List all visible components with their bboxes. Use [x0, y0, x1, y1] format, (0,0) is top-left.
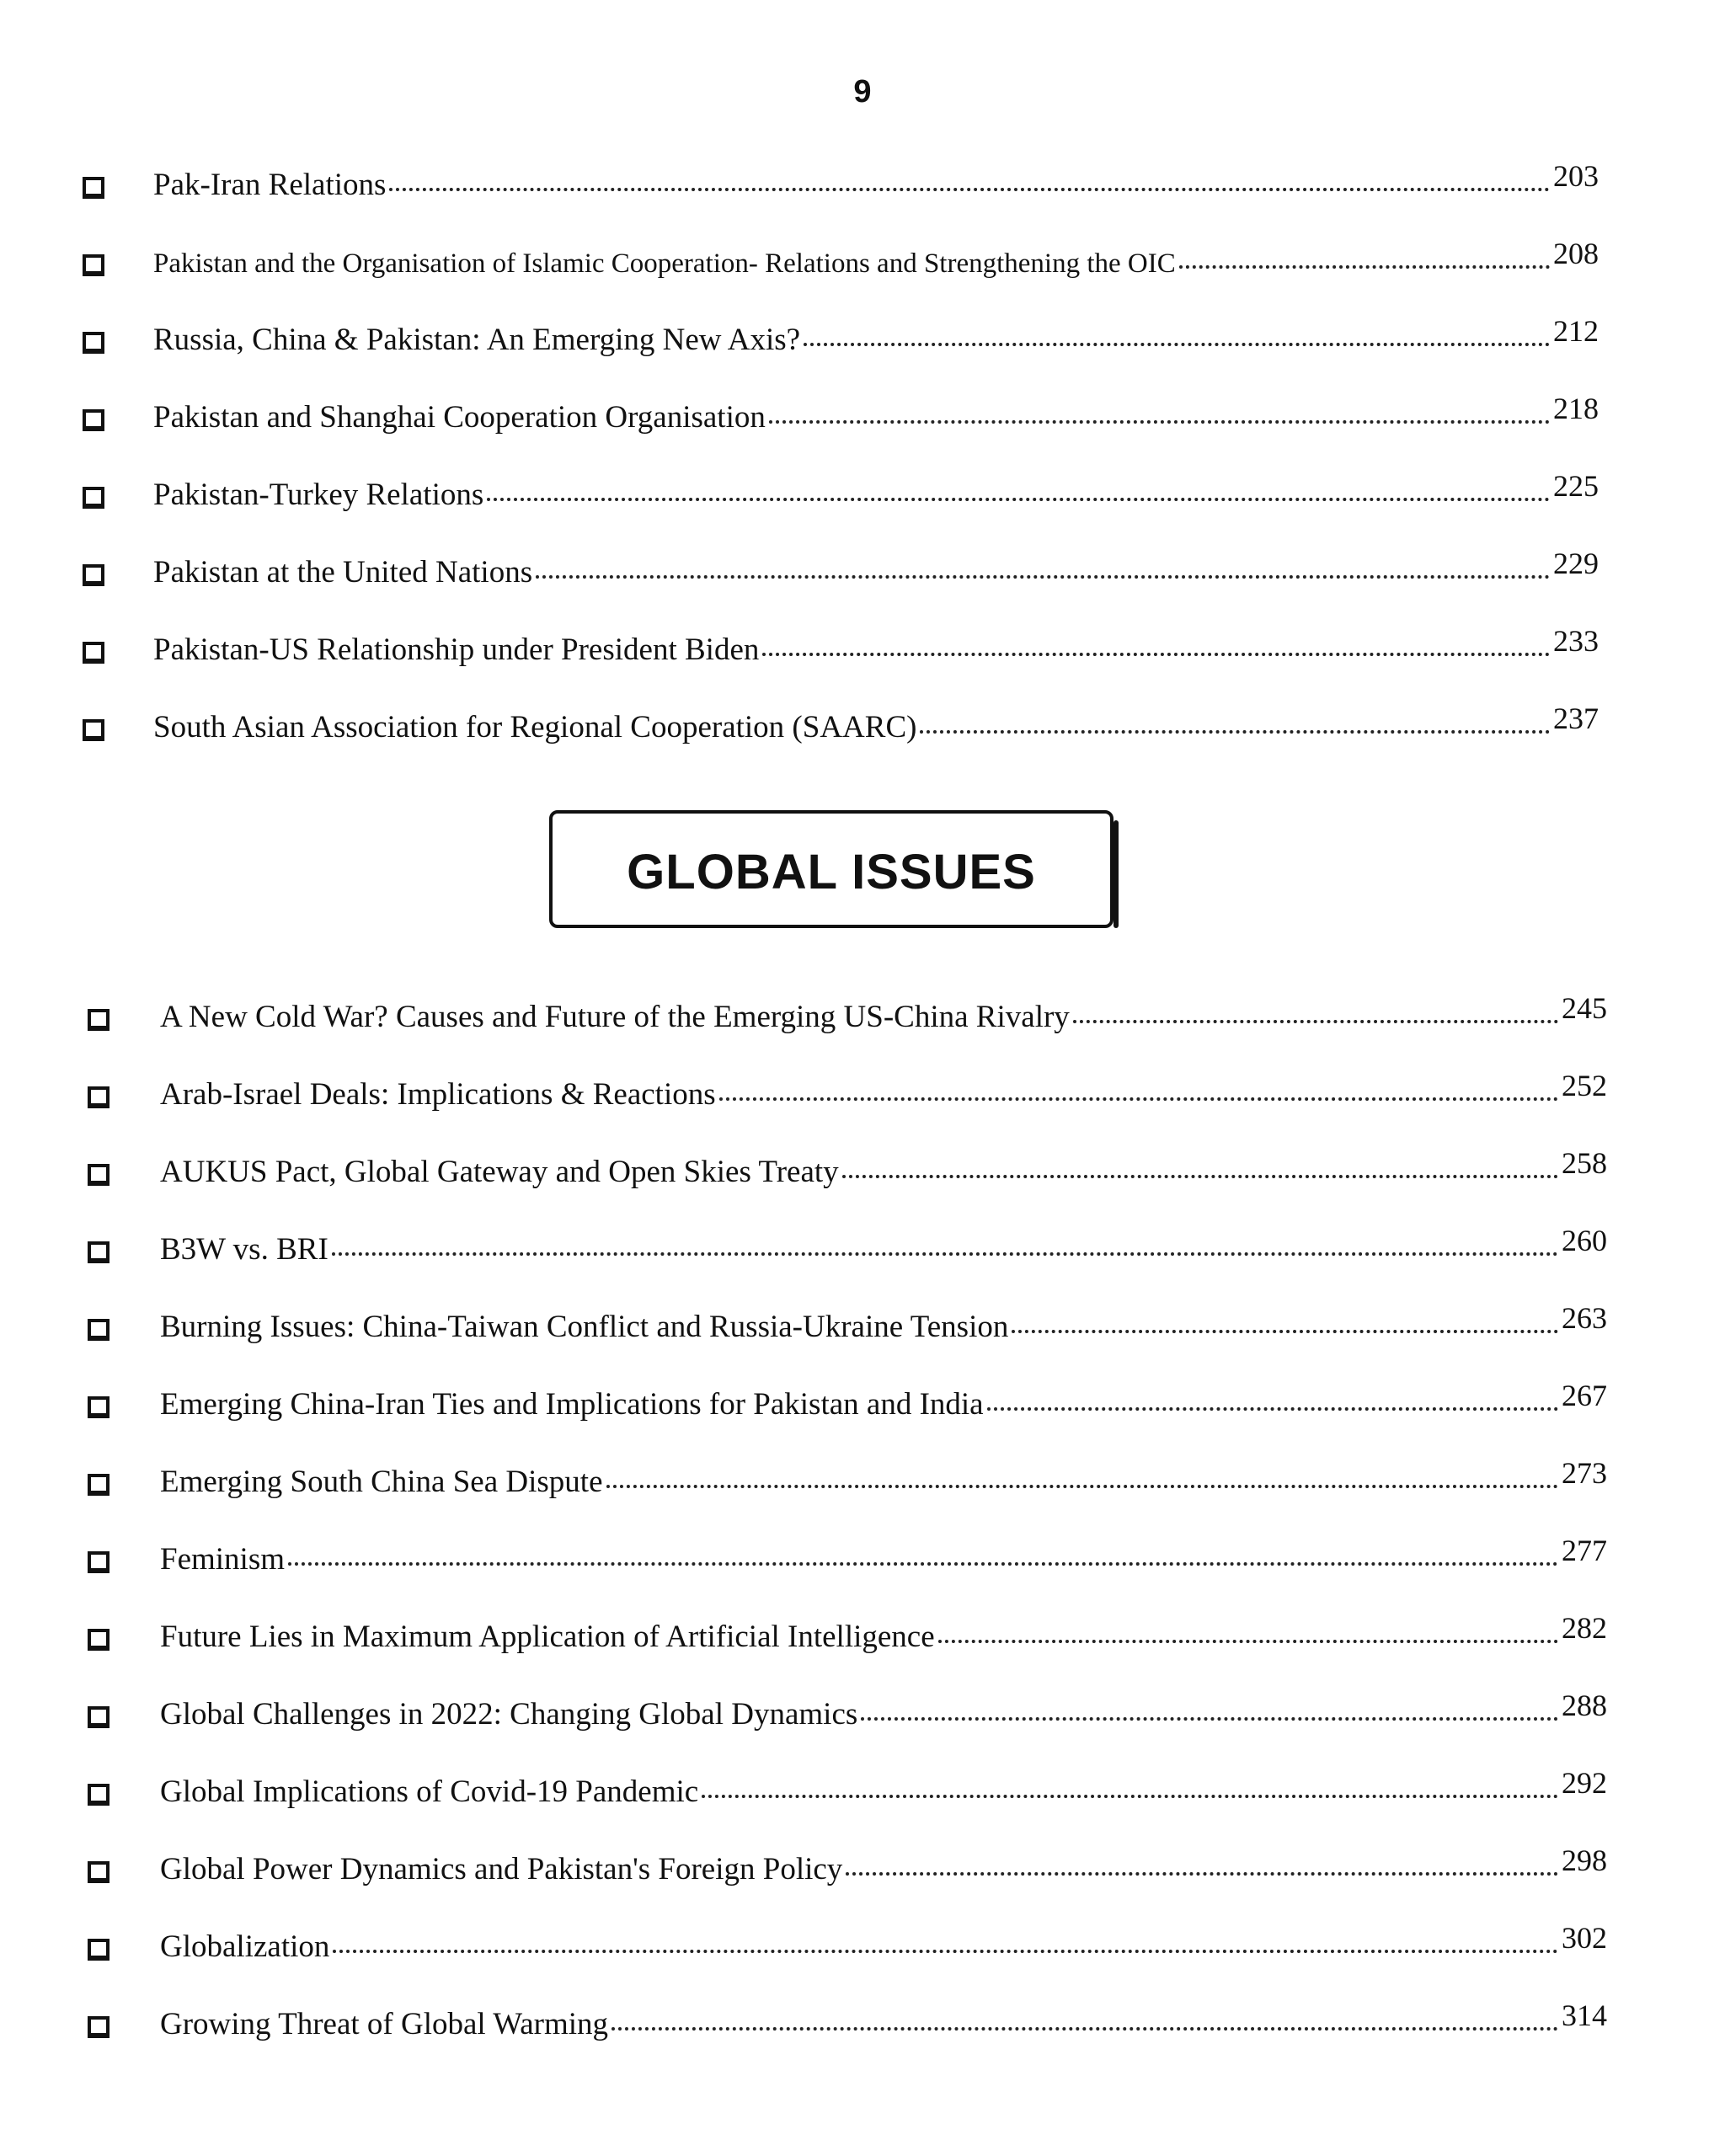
entry-page: 260	[1562, 1224, 1607, 1257]
dot-leader	[762, 653, 1550, 656]
entry-title: South Asian Association for Regional Cooperation (SAARC)	[153, 710, 917, 744]
toc-entry[interactable]	[0, 1604, 1725, 1681]
entry-page: 282	[1562, 1611, 1607, 1645]
toc-list-global-issues	[0, 984, 1725, 2068]
entry-title: Feminism	[160, 1542, 286, 1577]
dot-leader	[1073, 1020, 1558, 1023]
entry-title: Russia, China & Pakistan: An Emerging New Axis?	[153, 323, 801, 357]
entry-title: Pakistan-US Relationship under President Biden	[153, 632, 760, 667]
dot-leader	[389, 188, 1550, 191]
toc-entry[interactable]	[0, 1836, 1725, 1913]
entry-title: Globalization	[160, 1929, 330, 1964]
dot-leader	[606, 1485, 1559, 1488]
checkbox-icon	[83, 487, 104, 509]
dot-leader	[1012, 1330, 1558, 1333]
checkbox-icon	[88, 1319, 109, 1341]
entry-page: 225	[1553, 469, 1599, 503]
dot-leader	[333, 1950, 1558, 1953]
entry-title: A New Cold War? Causes and Future of the Emerging US-China Rivalry	[160, 1000, 1070, 1034]
dot-leader	[288, 1562, 1558, 1566]
toc-entry[interactable]	[0, 616, 1725, 694]
toc-entry[interactable]	[0, 1139, 1725, 1216]
entry-title: Emerging China-Iran Ties and Implications for Pakistan and India	[160, 1387, 984, 1422]
toc-entry[interactable]	[0, 1758, 1725, 1836]
checkbox-icon	[88, 1629, 109, 1651]
toc-entry[interactable]	[0, 152, 1725, 229]
dot-leader	[332, 1252, 1558, 1256]
checkbox-icon	[83, 642, 104, 664]
entry-title: Global Implications of Covid-19 Pandemic	[160, 1774, 699, 1809]
dot-leader	[769, 420, 1550, 424]
entry-page: 203	[1553, 159, 1599, 193]
entry-title: Emerging South China Sea Dispute	[160, 1465, 603, 1499]
checkbox-icon	[88, 2016, 109, 2038]
dot-leader	[611, 2027, 1558, 2031]
entry-page: 258	[1562, 1146, 1607, 1180]
dot-leader	[987, 1407, 1558, 1411]
entry-title: Global Challenges in 2022: Changing Global Dynamics	[160, 1697, 858, 1732]
entry-title: Global Power Dynamics and Pakistan's Foreign Policy	[160, 1852, 843, 1886]
checkbox-icon	[88, 1474, 109, 1496]
toc-entry[interactable]	[0, 1913, 1725, 1991]
entry-title: Pakistan and the Organisation of Islamic Cooperation- Relations and Strengthening the OIC	[153, 248, 1176, 279]
checkbox-icon	[83, 564, 104, 586]
entry-page: 267	[1562, 1379, 1607, 1412]
toc-entry[interactable]	[0, 539, 1725, 616]
toc-list-top	[0, 152, 1725, 771]
entry-page: 263	[1562, 1301, 1607, 1335]
entry-title: Arab-Israel Deals: Implications & Reactions	[160, 1077, 716, 1112]
toc-entry[interactable]	[0, 1526, 1725, 1604]
entry-page: 229	[1553, 547, 1599, 580]
toc-entry[interactable]	[0, 229, 1725, 307]
entry-page: 298	[1562, 1844, 1607, 1877]
checkbox-icon	[88, 1861, 109, 1883]
toc-entry[interactable]	[0, 462, 1725, 539]
entry-page: 245	[1562, 991, 1607, 1025]
checkbox-icon	[88, 1086, 109, 1108]
checkbox-icon	[88, 1009, 109, 1031]
entry-title: AUKUS Pact, Global Gateway and Open Skies Treaty	[160, 1155, 839, 1189]
page-number: 9	[853, 74, 872, 109]
checkbox-icon	[88, 1706, 109, 1728]
dot-leader	[804, 343, 1550, 346]
toc-entry[interactable]	[0, 1681, 1725, 1758]
toc-entry[interactable]	[0, 694, 1725, 771]
entry-title: Pakistan and Shanghai Cooperation Organisation	[153, 400, 766, 435]
entry-page: 314	[1562, 1999, 1607, 2032]
section-heading: GLOBAL ISSUES	[627, 845, 1036, 899]
dot-leader	[1179, 265, 1550, 269]
toc-entry[interactable]	[0, 307, 1725, 384]
dot-leader	[842, 1175, 1558, 1178]
checkbox-icon	[88, 1396, 109, 1418]
checkbox-icon	[83, 177, 104, 199]
entry-page: 252	[1562, 1069, 1607, 1102]
entry-title: Pakistan at the United Nations	[153, 555, 533, 590]
toc-entry[interactable]	[0, 1371, 1725, 1449]
checkbox-icon	[88, 1551, 109, 1573]
dot-leader	[846, 1872, 1558, 1876]
dot-leader	[702, 1795, 1558, 1798]
checkbox-icon	[88, 1241, 109, 1263]
entry-title: Pakistan-Turkey Relations	[153, 478, 484, 512]
toc-entry[interactable]	[0, 1294, 1725, 1371]
checkbox-icon	[88, 1939, 109, 1961]
entry-page: 292	[1562, 1766, 1607, 1800]
entry-page: 212	[1553, 314, 1599, 348]
entry-page: 302	[1562, 1921, 1607, 1955]
dot-leader	[719, 1097, 1558, 1101]
entry-page: 233	[1553, 624, 1599, 658]
toc-entry[interactable]	[0, 1991, 1725, 2068]
entry-title: Pak-Iran Relations	[153, 168, 387, 202]
dot-leader	[487, 498, 1550, 501]
entry-title: Burning Issues: China-Taiwan Conflict and Russia-Ukraine Tension	[160, 1310, 1009, 1344]
entry-title: Growing Threat of Global Warming	[160, 2007, 609, 2041]
checkbox-icon	[83, 409, 104, 431]
entry-title: B3W vs. BRI	[160, 1232, 328, 1267]
checkbox-icon	[83, 332, 104, 354]
entry-page: 237	[1553, 702, 1599, 735]
toc-entry[interactable]	[0, 984, 1725, 1061]
toc-entry[interactable]	[0, 384, 1725, 462]
entry-page: 273	[1562, 1456, 1607, 1490]
entry-title: Future Lies in Maximum Application of Artificial Intelligence	[160, 1620, 935, 1654]
dot-leader	[861, 1717, 1558, 1721]
dot-leader	[536, 575, 1550, 579]
checkbox-icon	[83, 254, 104, 276]
dot-leader	[920, 730, 1550, 734]
checkbox-icon	[83, 719, 104, 741]
checkbox-icon	[88, 1164, 109, 1186]
entry-page: 277	[1562, 1534, 1607, 1567]
section-heading-box	[549, 810, 1114, 928]
entry-page: 208	[1553, 237, 1599, 270]
toc-entry[interactable]	[0, 1061, 1725, 1139]
entry-page: 218	[1553, 392, 1599, 425]
toc-entry[interactable]	[0, 1449, 1725, 1526]
dot-leader	[938, 1640, 1558, 1643]
toc-entry[interactable]	[0, 1216, 1725, 1294]
entry-page: 288	[1562, 1689, 1607, 1722]
checkbox-icon	[88, 1784, 109, 1806]
